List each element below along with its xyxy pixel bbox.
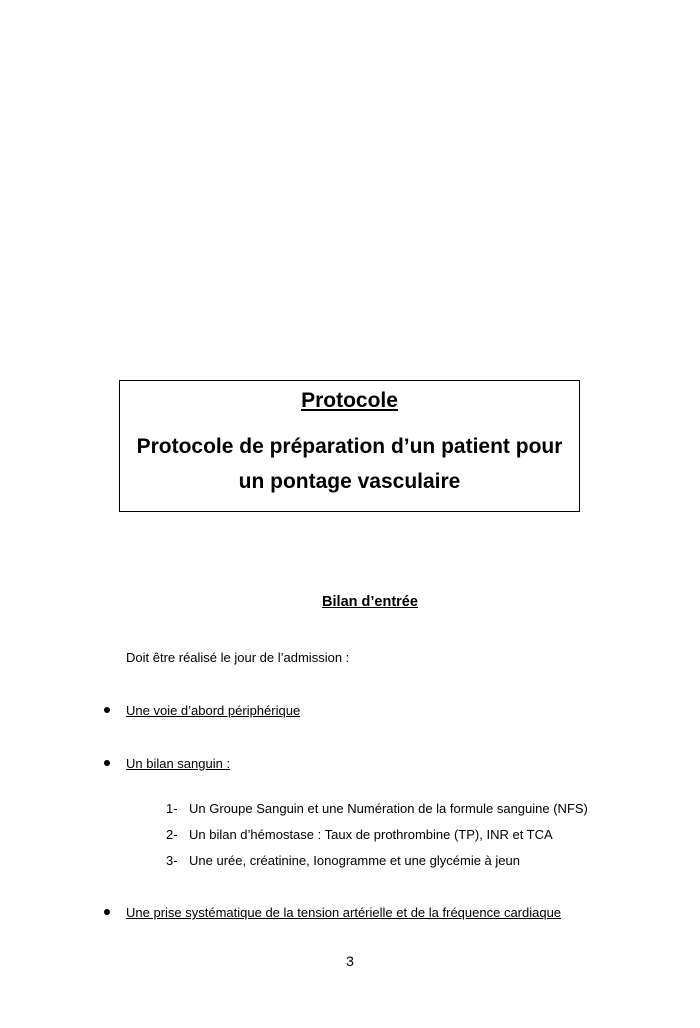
item-number: 1- bbox=[166, 801, 178, 816]
item-text: Un bilan d’hémostase : Taux de prothrombine (TP), INR et TCA bbox=[189, 827, 553, 842]
item-text: Une urée, créatinine, Ionogramme et une glycémie à jeun bbox=[189, 853, 520, 868]
document-subtitle: Protocole de préparation d’un patient pour un pontage vasculaire bbox=[136, 435, 563, 493]
bullet-icon bbox=[104, 909, 110, 915]
bullet-item bbox=[104, 756, 230, 771]
bullet-text: Une prise systématique de la tension artérielle et de la fréquence cardiaque bbox=[126, 905, 562, 920]
bullet-item bbox=[104, 905, 561, 920]
item-number: 2- bbox=[166, 827, 178, 842]
page-number: 3 bbox=[346, 953, 354, 969]
numbered-item bbox=[166, 827, 553, 842]
bullet-text: Une voie d’abord périphérique bbox=[126, 703, 301, 718]
numbered-item bbox=[166, 853, 520, 868]
item-text: Un Groupe Sanguin et une Numération de la formule sanguine (NFS) bbox=[189, 801, 588, 816]
bullet-icon bbox=[104, 707, 110, 713]
bullet-icon bbox=[104, 760, 110, 766]
document-heading: Protocole bbox=[301, 389, 398, 412]
bullet-text: Un bilan sanguin : bbox=[126, 756, 231, 771]
item-number: 3- bbox=[166, 853, 178, 868]
bullet-item bbox=[104, 703, 300, 718]
section-heading: Bilan d’entrée bbox=[322, 594, 418, 610]
title-box bbox=[119, 380, 580, 512]
intro-text: Doit être réalisé le jour de l’admission : bbox=[126, 650, 350, 665]
numbered-item bbox=[166, 801, 588, 816]
